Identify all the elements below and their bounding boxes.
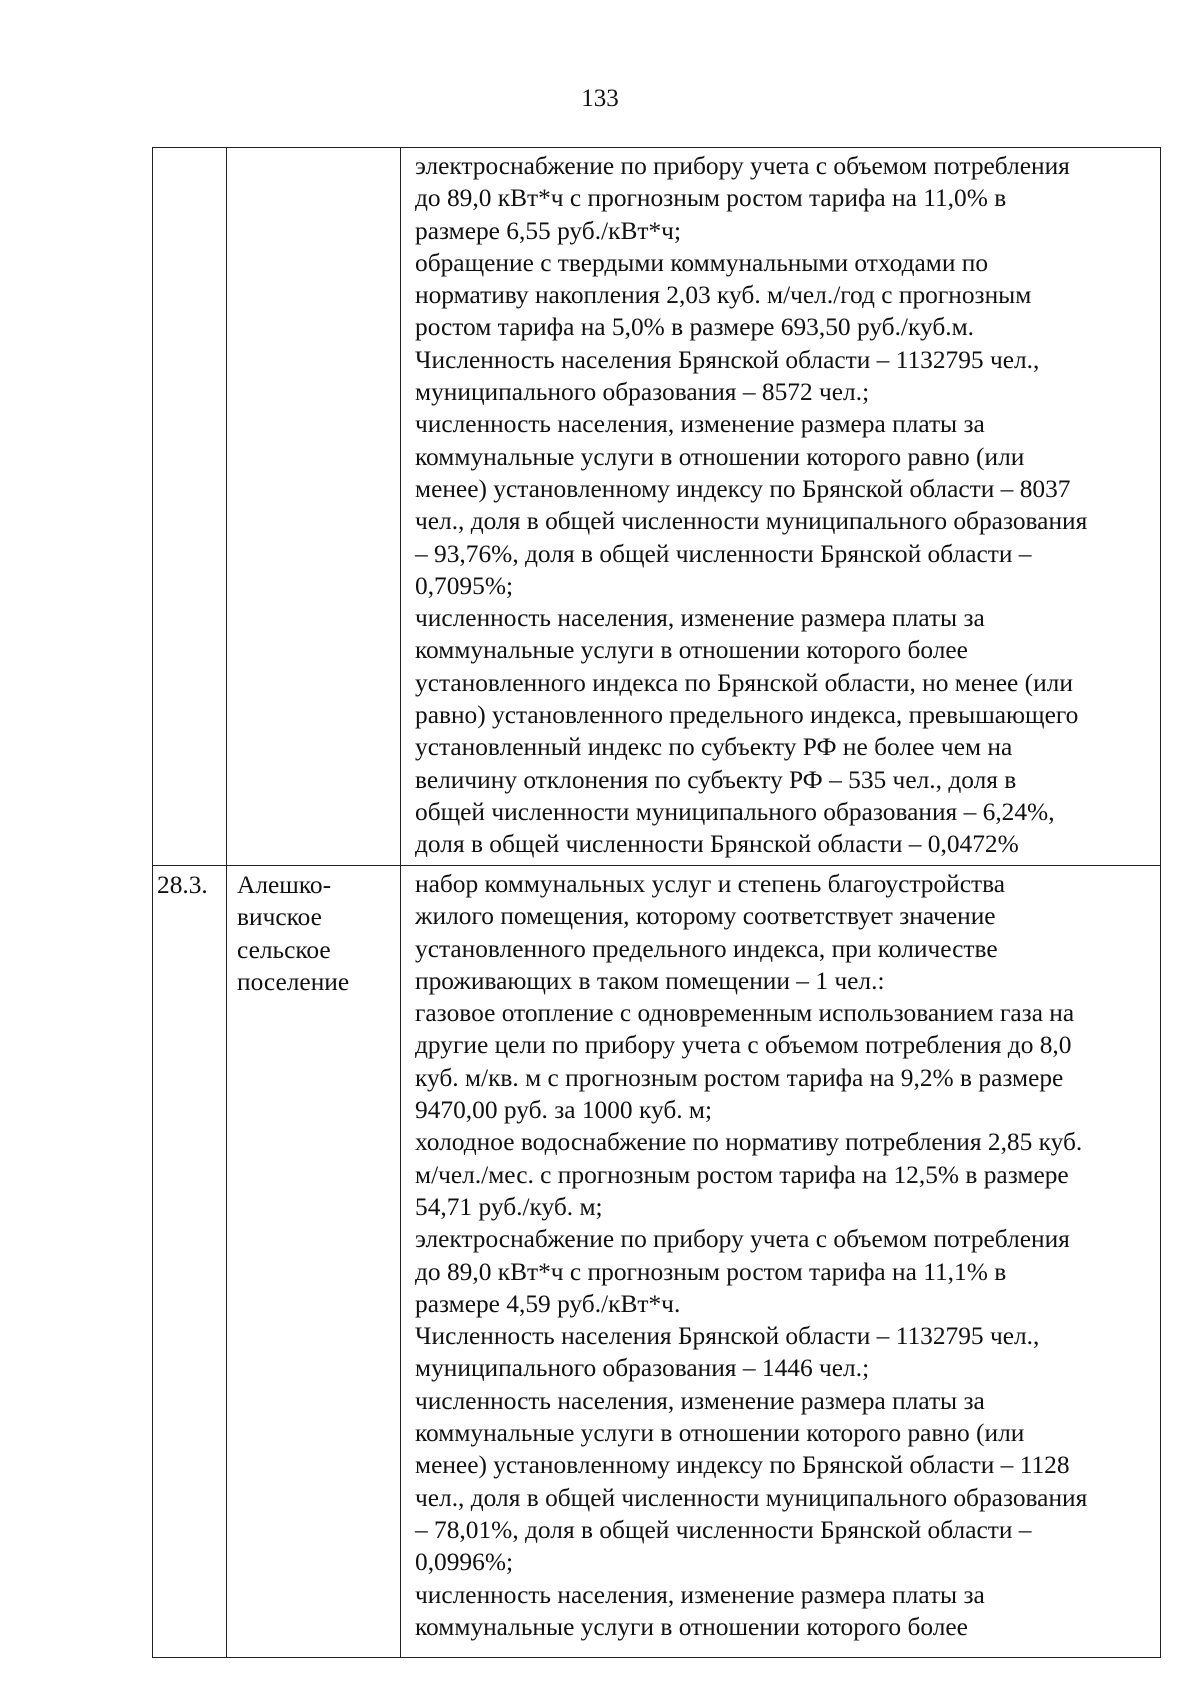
- municipality-name-cell: [227, 866, 401, 1658]
- description-paragraph: Численность населения Брянской области – 1132795 чел., муниципального образования – 1446 чел.;: [415, 1322, 1040, 1383]
- description-paragraph: численность населения, изменение размера платы за коммунальные услуги в отношении которого равно (или менее) установленному индексу по Брянской области – 8037 чел., доля в общей численности муниципального образования – 93,76%, доля в общей численности Брянской области – 0,7095%;: [415, 410, 1088, 600]
- description-paragraph: электроснабжение по прибору учета с объемом потребления до 89,0 кВт*ч с прогнозным ростом тарифа на 11,1% в размере 4,59 руб./кВт*ч.: [415, 1225, 1070, 1318]
- municipality-name: Алешко- вичское сельское поселение: [237, 871, 350, 996]
- description-paragraph: Численность населения Брянской области – 1132795 чел., муниципального образования – 8572 чел.;: [415, 345, 1040, 407]
- row-number-cell: [153, 866, 227, 1658]
- row-number: 28.3.: [157, 871, 208, 899]
- description-cell: [401, 866, 1161, 1658]
- row-number-cell: [153, 148, 227, 866]
- page-number: 133: [581, 85, 619, 112]
- description-paragraph: электроснабжение по прибору учета с объемом потребления до 89,0 кВт*ч с прогнозным ростом тарифа на 11,0% в размере 6,55 руб./кВт*ч;: [415, 152, 1070, 245]
- municipality-name-cell: [227, 148, 401, 866]
- description-paragraph: численность населения, изменение размера платы за коммунальные услуги в отношении которого более установленного индекса по Брянской области, но менее (или равно) установленного предельного индекса, превышающего установленный индекс по субъекту РФ не более чем на величину отклонения по субъекту РФ – 535 чел., доля в общей численности муниципального образования – 6,24%, доля в общей численности Брянской области – 0,0472%: [415, 604, 1079, 859]
- description-paragraph: численность населения, изменение размера платы за коммунальные услуги в отношении которого равно (или менее) установленному индексу по Брянской области – 1128 чел., доля в общей численности муниципального образования – 78,01%, доля в общей численности Брянской области – 0,0996%;: [415, 1386, 1088, 1577]
- document-table: [152, 147, 1161, 1658]
- description-paragraph: холодное водоснабжение по нормативу потребления 2,85 куб. м/чел./мес. с прогнозным ростом тарифа на 12,5% в размере 54,71 руб./куб. м;: [415, 1128, 1083, 1221]
- description-paragraph: обращение с твердыми коммунальными отходами по нормативу накопления 2,03 куб. м/чел./год с прогнозным ростом тарифа на 5,0% в размере 693,50 руб./куб.м.: [415, 248, 1032, 342]
- table-row: [153, 148, 1161, 866]
- description-paragraph: набор коммунальных услуг и степень благоустройства жилого помещения, которому соответствует значение установленного предельного индекса, при количестве проживающих в таком помещении – 1 чел.:: [415, 870, 1006, 995]
- description-paragraph: численность населения, изменение размера платы за коммунальные услуги в отношении которого более: [415, 1580, 985, 1641]
- description-cell: [401, 148, 1161, 866]
- table-row: [153, 866, 1161, 1658]
- description-paragraph: газовое отопление с одновременным использованием газа на другие цели по прибору учета с объемом потребления до 8,0 куб. м/кв. м с прогнозным ростом тарифа на 9,2% в размере 9470,00 руб. за 1000 куб. м;: [415, 999, 1075, 1125]
